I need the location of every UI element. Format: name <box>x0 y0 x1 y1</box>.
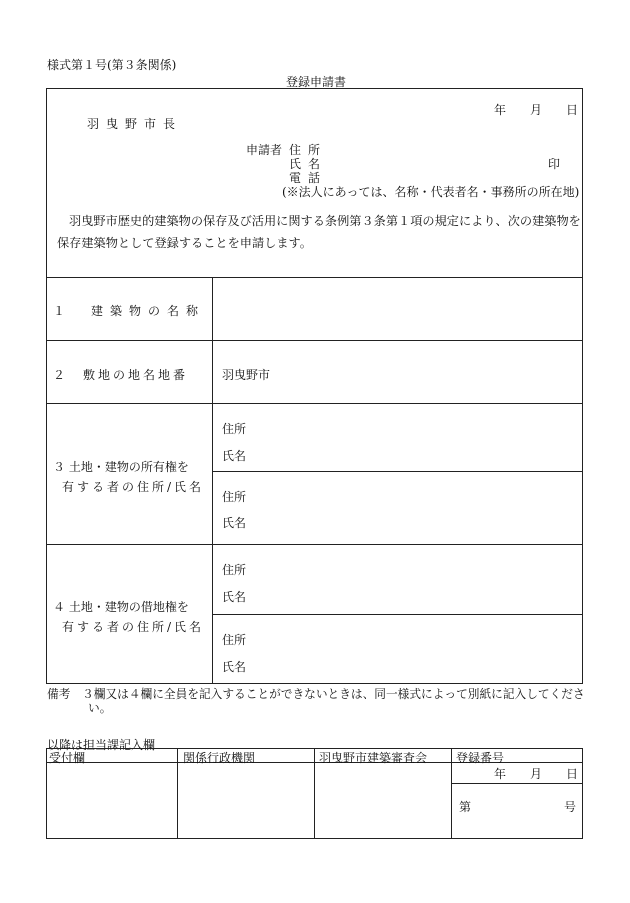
seal-mark: 印 <box>548 157 561 171</box>
form-number: 様式第１号(第３条関係) <box>47 58 177 72</box>
office-date-year: 年 <box>494 767 507 781</box>
date-day: 日 <box>566 103 579 117</box>
owner1-address-label: 住所 <box>222 422 247 436</box>
office-section-heading: 以降は担当課記入欄 <box>47 738 156 752</box>
applicant-name-label: 氏名 <box>289 157 328 171</box>
remarks-line2: い。 <box>88 701 112 715</box>
reg-number-suffix: 号 <box>564 800 577 814</box>
owner1-name-label: 氏名 <box>222 449 247 463</box>
owner2-address-label: 住所 <box>222 490 247 504</box>
lessee-label-line1: ４ 土地・建物の借地権を <box>53 600 189 614</box>
col-related-agencies: 関係行政機関 <box>183 751 256 765</box>
request-text-line2: 保存建築物として登録することを申請します。 <box>57 236 312 250</box>
owner2-name-label: 氏名 <box>222 516 247 530</box>
form-title: 登録申請書 <box>286 75 347 89</box>
lot-number-value[interactable]: 羽曳野市 <box>222 368 271 382</box>
request-text-line1: 羽曳野市歴史的建築物の保存及び活用に関する条例第３条第１項の規定により、次の建築物を <box>69 214 581 228</box>
office-date-day: 日 <box>566 767 579 781</box>
reg-number-prefix: 第 <box>459 800 472 814</box>
date-year: 年 <box>494 103 507 117</box>
addressee: 羽曳野市長 <box>87 117 183 131</box>
building-name-label: １ 建築物の名称 <box>53 304 206 318</box>
col-reception: 受付欄 <box>49 751 86 765</box>
lot-number-label: ２ 敷地の地名地番 <box>53 368 189 382</box>
col-building-council: 羽曳野市建築審査会 <box>319 751 428 765</box>
lessee-label-line2: 有する者の住所/氏名 <box>62 620 205 634</box>
applicant-label: 申請者 <box>246 143 283 157</box>
lessee2-name-label: 氏名 <box>222 660 247 674</box>
col-registration-number: 登録番号 <box>456 751 505 765</box>
corporation-note: (※法人にあっては、名称・代表者名・事務所の所在地) <box>282 185 580 199</box>
remarks-line1: 備考 ３欄又は４欄に全員を記入することができないときは、同一様式によって別紙に記入してくださ <box>47 687 585 701</box>
lessee1-name-label: 氏名 <box>222 590 247 604</box>
applicant-address-label: 住所 <box>289 143 328 157</box>
date-month: 月 <box>530 103 543 117</box>
owner-label-line2: 有する者の住所/氏名 <box>62 480 205 494</box>
lessee2-address-label: 住所 <box>222 633 247 647</box>
owner-label-line1: ３ 土地・建物の所有権を <box>53 460 189 474</box>
lessee1-address-label: 住所 <box>222 563 247 577</box>
applicant-phone-label: 電話 <box>289 171 328 185</box>
office-date-month: 月 <box>530 767 543 781</box>
